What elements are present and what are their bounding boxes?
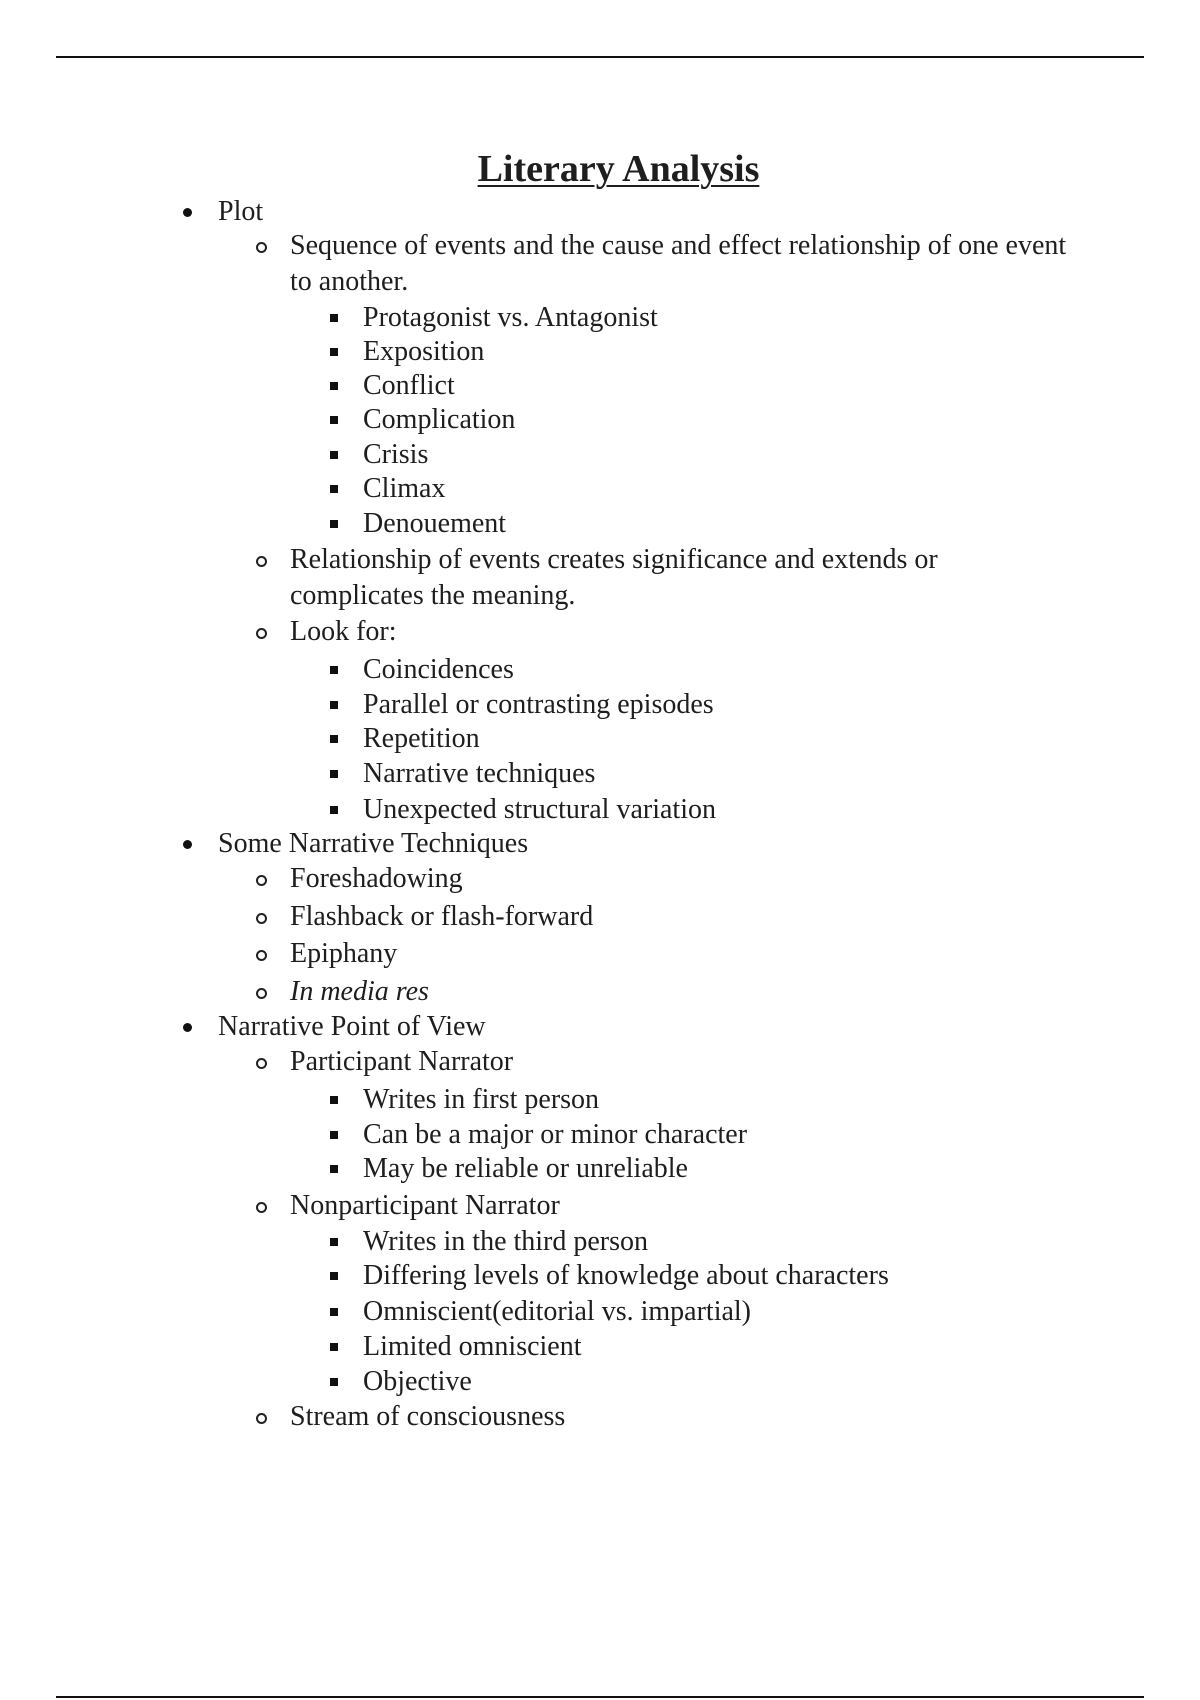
circle-bullet-icon <box>256 1413 267 1424</box>
square-bullet-icon <box>330 1308 338 1316</box>
list-item: Participant Narrator <box>290 1044 513 1080</box>
section-narrative-techniques: Some Narrative Techniques <box>218 826 528 862</box>
list-item: Conflict <box>363 368 455 404</box>
list-item: Parallel or contrasting episodes <box>363 687 714 723</box>
square-bullet-icon <box>330 348 338 356</box>
list-item: Writes in first person <box>363 1082 599 1118</box>
list-item-plot-look-for: Look for: <box>290 614 397 650</box>
list-item: Coincidences <box>363 652 514 688</box>
square-bullet-icon <box>330 1343 338 1351</box>
square-bullet-icon <box>330 1272 338 1280</box>
square-bullet-icon <box>330 1165 338 1173</box>
list-item: Denouement <box>363 506 506 542</box>
list-item: Foreshadowing <box>290 861 463 897</box>
top-rule <box>56 56 1144 58</box>
circle-bullet-icon <box>256 950 267 961</box>
square-bullet-icon <box>330 1238 338 1246</box>
bottom-rule <box>56 1696 1144 1698</box>
square-bullet-icon <box>330 1131 338 1139</box>
square-bullet-icon <box>330 382 338 390</box>
list-item: May be reliable or unreliable <box>363 1151 688 1187</box>
square-bullet-icon <box>330 770 338 778</box>
list-item: Stream of consciousness <box>290 1399 565 1435</box>
list-item: Limited omniscient <box>363 1329 582 1365</box>
square-bullet-icon <box>330 485 338 493</box>
list-item: Protagonist vs. Antagonist <box>363 300 658 336</box>
section-point-of-view: Narrative Point of View <box>218 1009 486 1045</box>
square-bullet-icon <box>330 416 338 424</box>
list-item: Can be a major or minor character <box>363 1117 747 1153</box>
circle-bullet-icon <box>256 556 267 567</box>
circle-bullet-icon <box>256 1202 267 1213</box>
list-item: Complication <box>363 402 515 438</box>
list-item: Narrative techniques <box>363 756 595 792</box>
circle-bullet-icon <box>256 242 267 253</box>
list-item: In media res <box>290 974 429 1010</box>
list-item: Objective <box>363 1364 472 1400</box>
list-item: Unexpected structural variation <box>363 792 716 828</box>
square-bullet-icon <box>330 666 338 674</box>
circle-bullet-icon <box>256 1058 267 1069</box>
square-bullet-icon <box>330 314 338 322</box>
section-plot: Plot <box>218 194 263 230</box>
list-item: Climax <box>363 471 445 507</box>
list-item: Epiphany <box>290 936 397 972</box>
square-bullet-icon <box>330 451 338 459</box>
square-bullet-icon <box>330 701 338 709</box>
list-item: Nonparticipant Narrator <box>290 1188 560 1224</box>
square-bullet-icon <box>330 1096 338 1104</box>
square-bullet-icon <box>330 520 338 528</box>
list-item: Writes in the third person <box>363 1224 648 1260</box>
square-bullet-icon <box>330 1378 338 1386</box>
list-item-plot-sequence: Sequence of events and the cause and effect relationship of one event to another. <box>290 228 1080 300</box>
bullet-icon <box>183 1023 192 1032</box>
list-item-plot-relationship: Relationship of events creates significance and extends or complicates the meaning. <box>290 542 1010 614</box>
square-bullet-icon <box>330 735 338 743</box>
bullet-icon <box>183 840 192 849</box>
list-item: Differing levels of knowledge about characters <box>363 1258 889 1294</box>
list-item: Omniscient(editorial vs. impartial) <box>363 1294 751 1330</box>
bullet-icon <box>183 208 192 217</box>
list-item: Exposition <box>363 334 484 370</box>
circle-bullet-icon <box>256 988 267 999</box>
list-item: Flashback or flash-forward <box>290 899 593 935</box>
page-title: Literary Analysis <box>477 148 760 190</box>
list-item: Repetition <box>363 721 480 757</box>
circle-bullet-icon <box>256 875 267 886</box>
circle-bullet-icon <box>256 628 267 639</box>
list-item: Crisis <box>363 437 428 473</box>
square-bullet-icon <box>330 806 338 814</box>
circle-bullet-icon <box>256 913 267 924</box>
